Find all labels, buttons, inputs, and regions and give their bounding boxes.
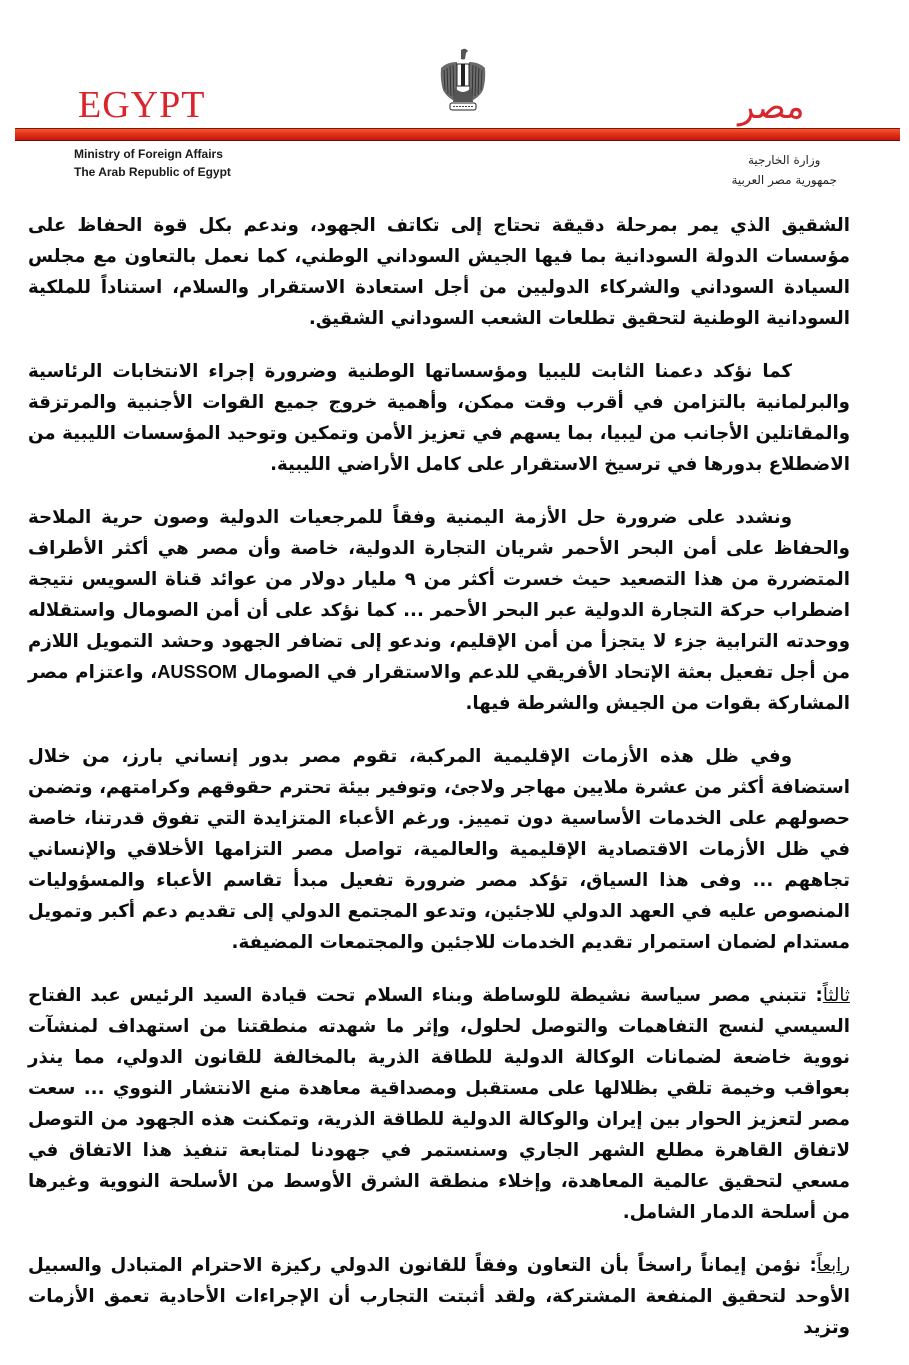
brand-egypt-english: EGYPT: [78, 84, 206, 126]
aussom-term: AUSSOM: [157, 662, 238, 682]
paragraph-text-after: ، واعتزام مصر المشاركة بقوات من الجيش والشرطة فيها.: [28, 662, 850, 714]
paragraph-text: : نؤمن إيماناً راسخاً بأن التعاون وفقاً للقانون الدولي ركيزة الاحترام المتبادل والسبيل الأوحد لتحقيق المنفعة المشتركة، ولقد أثبتت التجارب أن الإجراءات الأحادية تعمق الأزمات وتزيد: [28, 1255, 850, 1338]
letterhead-rule: [15, 128, 900, 141]
eagle-emblem-icon: [437, 46, 489, 116]
paragraph-yemen-red-sea-somalia: [28, 502, 850, 719]
ministry-ar-line-2: جمهورية مصر العربية: [731, 173, 837, 187]
ministry-ar-line-1: وزارة الخارجية: [747, 153, 821, 167]
ministry-name-arabic: [731, 150, 837, 190]
ministry-line-1: Ministry of Foreign Affairs: [74, 147, 223, 161]
section-heading-third: ثالثاً: [822, 985, 850, 1006]
paragraph-refugees: وفي ظل هذه الأزمات الإقليمية المركبة، تقوم مصر بدور إنساني بارز، من خلال استضافة أكثر من عشرة ملايين مهاجر ولاجئ، وتوفير بيئة تحترم حقوقهم وكرامتهم، وتضمن حصولهم على الخدمات الأساسية دون تمييز. ورغم الأعباء المتزايدة التي تفوق قدرتنا، خاصة في ظل الأزمات الاقتصادية الإقليمية والعالمية، تواصل مصر التزامها الأخلاقي والإنساني تجاههم ... وفى هذا السياق، تؤكد مصر ضرورة تفعيل مبدأ تقاسم الأعباء والمسؤوليات المنصوص عليه في العهد الدولي للاجئين، وتدعو المجتمع الدولي إلى تقديم دعم أكبر وتمويل مستدام لضمان استمرار تقديم الخدمات للاجئين والمجتمعات المضيفة.: [28, 746, 850, 953]
paragraph-libya: كما نؤكد دعمنا الثابت لليبيا ومؤسساتها الوطنية وضرورة إجراء الانتخابات الرئاسية والبرلمانية بالتزامن في أقرب وقت ممكن، وأهمية خروج جميع القوات الأجنبية والمرتزقة والمقاتلين الأجانب من ليبيا، بما يسهم في تعزيز الأمن وتمكين وتوحيد المؤسسات الليبية من الاضطلاع بدورها في ترسيخ الاستقرار على كامل الأراضي الليبية.: [28, 361, 850, 475]
section-heading-fourth: رابعاً: [816, 1255, 850, 1276]
paragraph-sudan: الشقيق الذي يمر بمرحلة دقيقة تحتاج إلى تكاتف الجهود، وندعم بكل قوة الحفاظ على مؤسسات الدولة السودانية بما فيها الجيش السوداني الوطني، كما نعمل بالتعاون مع مجلس السيادة السوداني والشركاء الدوليين من أجل استعادة الاستقرار والسلام، استناداً للملكية السودانية الوطنية لتحقيق تطلعات الشعب السوداني الشقيق.: [28, 215, 850, 329]
paragraph-text-before: ونشدد على ضرورة حل الأزمة اليمنية وفقاً للمرجعيات الدولية وصون حرية الملاحة والحفاظ على أمن البحر الأحمر شريان التجارة الدولية، خاصة وأن مصر هي أكثر الأطراف المتضررة من هذا التصعيد حيث خسرت أكثر من ٩ مليار دولار من عوائد قناة السويس نتيجة اضطراب حركة التجارة الدولية عبر البحر الأحمر ... كما نؤكد على أن أمن الصومال واستقلاله ووحدته الترابية جزء لا يتجزأ من أمن الإقليم، وندعو إلى تضافر الجهود وحشد التمويل اللازم من أجل تفعيل بعثة الإتحاد الأفريقي للدعم والاستقرار في الصومال: [28, 507, 850, 683]
paragraph-fourth: [28, 1250, 850, 1343]
paragraph-text: : تتبني مصر سياسة نشيطة للوساطة وبناء السلام تحت قيادة السيد الرئيس عبد الفتاح السيسي لنسج التفاهمات والتوصل لحلول، وإثر ما شهدته منطقتنا من استهداف لمنشآت نووية خاضعة لضمانات الوكالة الدولية للطاقة الذرية بالمخالفة للقانون الدولي، مما ينذر بعواقب وخيمة تلقي بظلالها على مستقبل ومصداقية معاهدة منع الانتشار النووي ... سعت مصر لتعزيز الحوار بين إيران والوكالة الدولية للطاقة الذرية، وتمكنت هذه الجهود من التوصل لاتفاق القاهرة مطلع الشهر الجاري وسنستمر في جهودنا لمتابعة تنفيذ هذا الاتفاق في مسعي لتحقيق عالمية المعاهدة، وإخلاء منطقة الشرق الأوسط من الأسلحة النووية وغيرها من أسلحة الدمار الشامل.: [28, 985, 850, 1223]
brand-egypt-arabic: مصر: [738, 87, 805, 127]
ministry-name-english: [74, 145, 231, 181]
document-body: [28, 210, 850, 1365]
paragraph-third: [28, 980, 850, 1228]
ministry-line-2: The Arab Republic of Egypt: [74, 165, 231, 179]
